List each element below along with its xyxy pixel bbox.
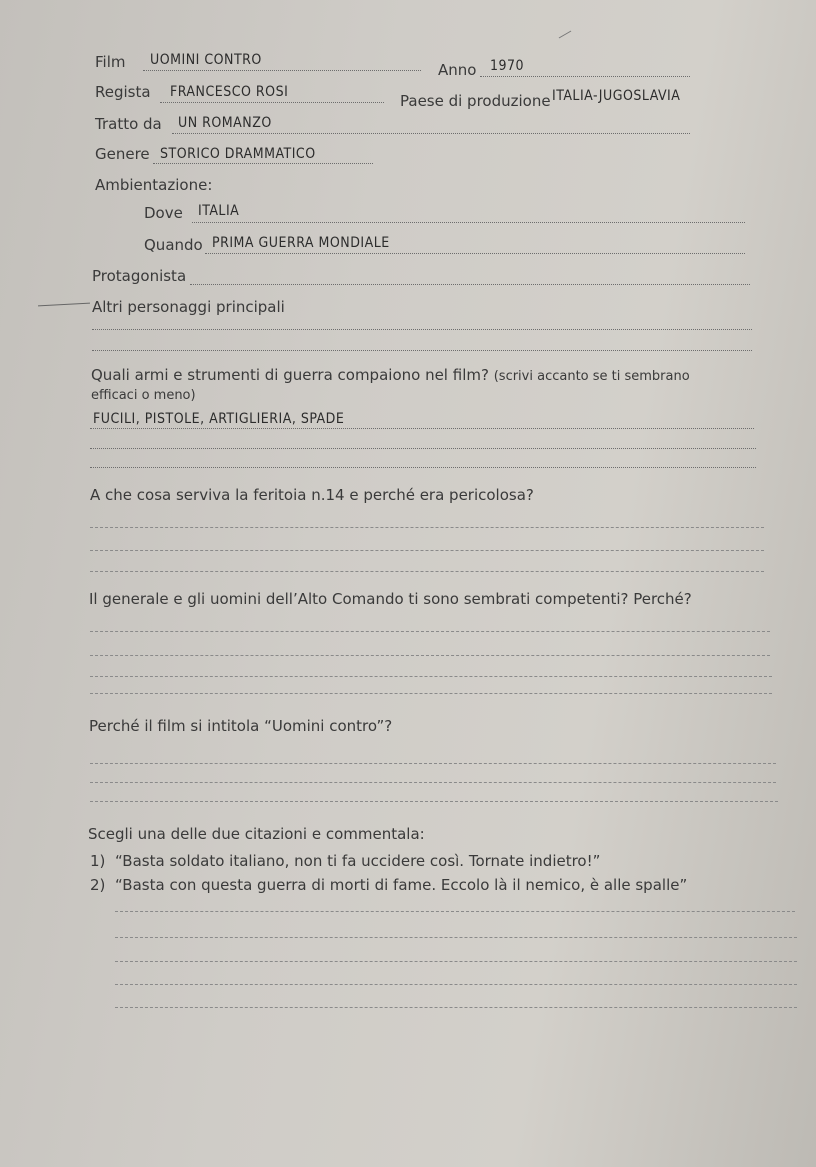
anno-line [480,76,690,77]
anno-label: Anno [438,61,477,79]
q4-answer-line-1[interactable] [90,763,776,764]
quote-1-number: 1) [90,852,106,870]
tratto-line [172,133,690,134]
q2-answer-line-3[interactable] [90,571,764,572]
quote-1-text: “Basta soldato italiano, non ti fa uccidere così. Tornate indietro!” [115,852,601,870]
altri-line-1[interactable] [92,329,752,330]
film-label: Film [95,53,126,71]
q5-answer-line-3[interactable] [115,961,797,962]
dove-line [192,222,745,223]
q5-answer-line-5[interactable] [115,1007,797,1008]
q2-answer-line-2[interactable] [90,550,764,551]
quote-2-number: 2) [90,876,106,894]
regista-label: Regista [95,83,151,101]
tratto-answer[interactable]: UN ROMANZO [178,115,272,131]
q1-answer-line-1 [90,428,754,429]
film-answer[interactable]: UOMINI CONTRO [150,52,262,68]
pen-tick-mark [559,31,572,39]
q5-question: Scegli una delle due citazioni e commentala: [88,825,425,843]
q3-answer-line-4[interactable] [90,693,772,694]
film-line [143,70,421,71]
q1-answer[interactable]: FUCILI, PISTOLE, ARTIGLIERIA, SPADE [93,411,345,427]
q4-question: Perché il film si intitola “Uomini contro”? [89,717,393,735]
protagonista-line[interactable] [190,284,750,285]
q2-question: A che cosa serviva la feritoia n.14 e perché era pericolosa? [90,486,534,504]
genere-line [153,163,373,164]
altri-line-2[interactable] [92,350,752,351]
q5-answer-line-4[interactable] [115,984,797,985]
q3-answer-line-3[interactable] [90,676,772,677]
q1-answer-line-2[interactable] [90,448,756,449]
altri-label: Altri personaggi principali [92,298,285,316]
ambientazione-label: Ambientazione: [95,176,213,194]
q1-question: Quali armi e strumenti di guerra compaiono nel film? [91,366,489,384]
q3-answer-line-2[interactable] [90,655,770,656]
quando-label: Quando [144,236,203,254]
q5-answer-line-1[interactable] [115,911,795,912]
q2-answer-line-1[interactable] [90,527,764,528]
dove-label: Dove [144,204,183,222]
q1-text [91,366,690,386]
paese-answer[interactable]: ITALIA-JUGOSLAVIA [552,88,681,104]
genere-label: Genere [95,145,150,163]
dove-answer[interactable]: ITALIA [198,203,240,219]
q1-note-line2: efficaci o meno) [91,388,196,403]
paese-label: Paese di produzione [400,92,551,110]
q1-note: (scrivi accanto se ti sembrano [493,369,690,384]
anno-answer[interactable]: 1970 [490,58,525,74]
quote-2-text: “Basta con questa guerra di morti di fame. Eccolo là il nemico, è alle spalle” [115,876,688,894]
q4-answer-line-3[interactable] [90,801,778,802]
quando-line [205,253,745,254]
q4-answer-line-2[interactable] [90,782,776,783]
genere-answer[interactable]: STORICO DRAMMATICO [160,146,316,162]
regista-answer[interactable]: FRANCESCO ROSI [170,84,289,100]
q3-question: Il generale e gli uomini dell’Alto Comando ti sono sembrati competenti? Perché? [89,590,692,608]
protagonista-label: Protagonista [92,267,187,285]
q1-answer-line-3[interactable] [90,467,756,468]
margin-pen-stroke [38,303,90,307]
q3-answer-line-1[interactable] [90,631,770,632]
regista-line [160,102,384,103]
q5-answer-line-2[interactable] [115,937,797,938]
quando-answer[interactable]: PRIMA GUERRA MONDIALE [212,235,390,251]
tratto-label: Tratto da [95,115,162,133]
